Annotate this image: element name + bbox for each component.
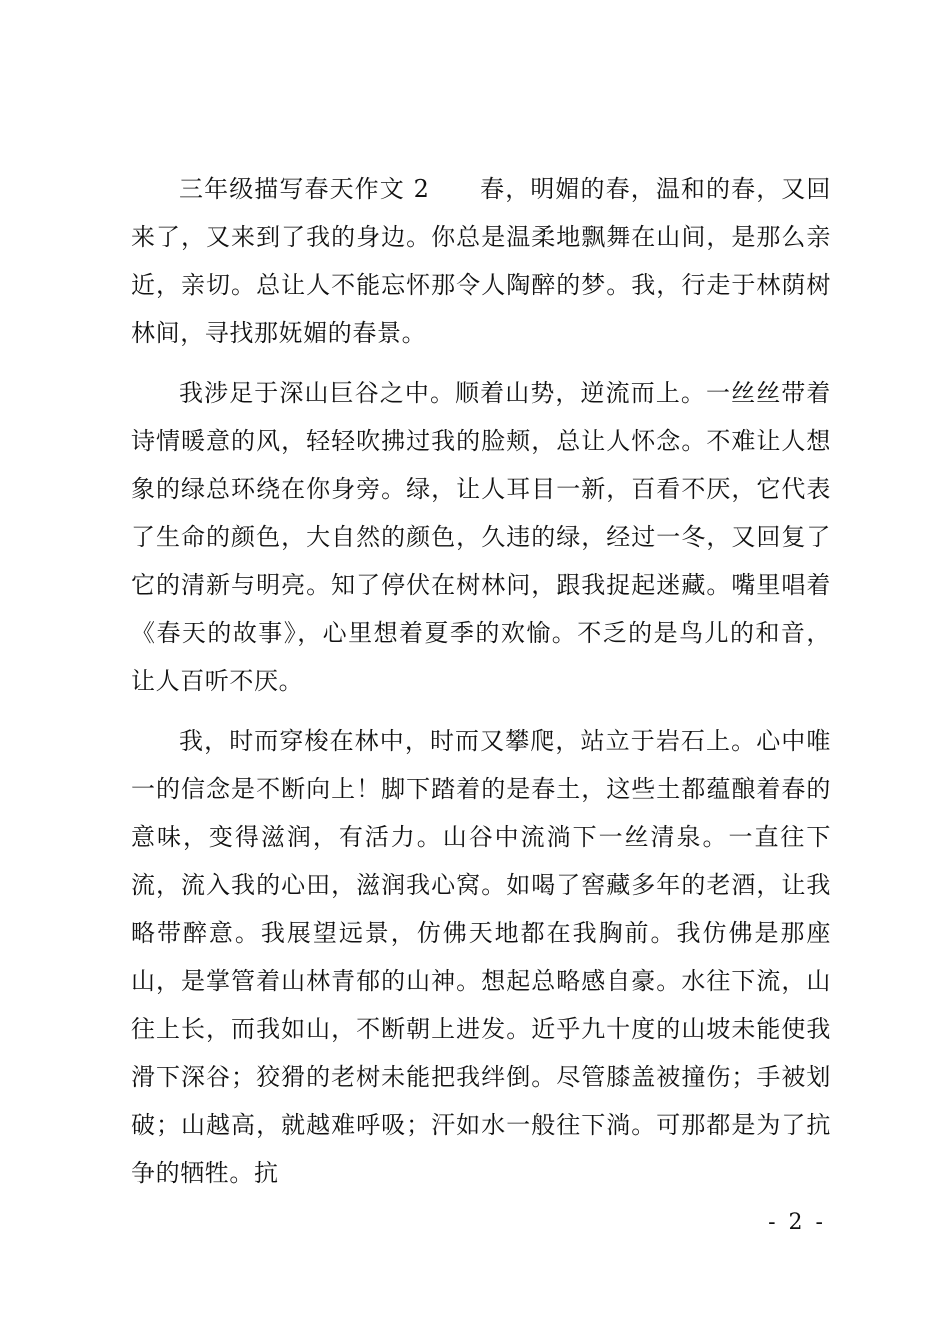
page-number: - 2 - [768, 1210, 826, 1235]
paragraph-3: 我，时而穿梭在林中，时而又攀爬，站立于岩石上。心中唯一的信念是不断向上！脚下踏着的是春土，这些土都蕴酿着春的意味，变得滋润，有活力。山谷中流淌下一丝清泉。一直往下流，流入我的心田，滋润我心窝。如喝了窖藏多年的老酒，让我略带醉意。我展望远景，仿佛天地都在我胸前。我仿佛是那座山，是掌管着山林青郁的山神。想起总略感自豪。水往下流，山往上长，而我如山，不断朝上进发。近乎九十度的山坡未能使我滑下深谷；狡猾的老树未能把我绊倒。尽管膝盖被撞伤；手被划破；山越高，就越难呼吸；汗如水一般往下淌。可那都是为了抗争的牺牲。抗 [131, 727, 831, 1187]
paragraph-2: 我涉足于深山巨谷之中。顺着山势，逆流而上。一丝丝带着诗情暖意的风，轻轻吹拂过我的脸颊，总让人怀念。不难让人想象的绿总环绕在你身旁。绿，让人耳目一新，百看不厌，它代表了生命的颜色，大自然的颜色，久违的绿，经过一冬，又回复了它的清新与明亮。知了停伏在树林问，跟我捉起迷藏。嘴里唱着《春天的故事》，心里想着夏季的欢愉。不乏的是鸟儿的和音，让人百听不厌。 [131, 379, 831, 695]
document-body [131, 165, 831, 1197]
paragraph-1: 三年级描写春天作文 2 春，明媚的春，温和的春，又回来了，又来到了我的身边。你总是温柔地飘舞在山间，是那么亲近，亲切。总让人不能忘怀那令人陶醉的梦。我，行走于林荫树林间，寻找那妩媚的春景。 [131, 175, 831, 347]
